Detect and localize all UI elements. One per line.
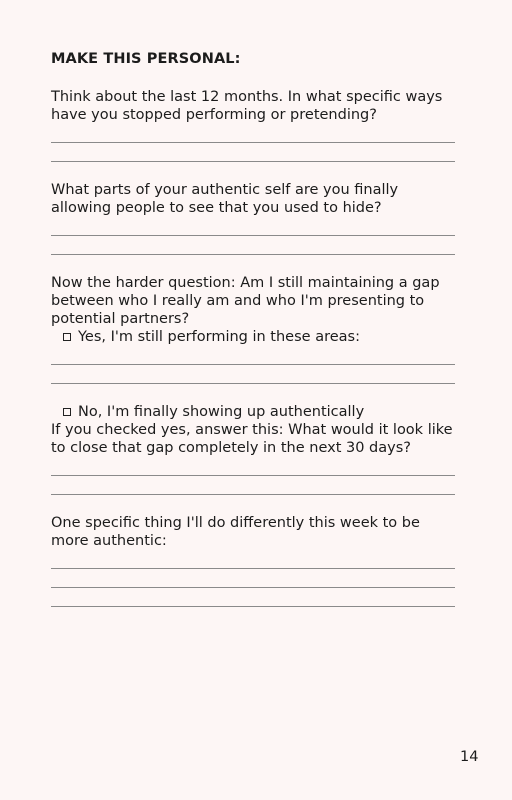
option-yes[interactable] <box>51 328 455 346</box>
checkbox-icon[interactable] <box>63 333 71 341</box>
answer-line[interactable] <box>51 346 455 365</box>
answer-line[interactable] <box>51 588 455 607</box>
answer-lines-1 <box>51 124 455 162</box>
answer-line[interactable] <box>51 457 455 476</box>
section-heading: MAKE THIS PERSONAL: <box>51 51 241 67</box>
answer-line[interactable] <box>51 365 455 384</box>
question-authentic-self: What parts of your authentic self are you finally allowing people to see that you used to hide? <box>51 182 399 216</box>
answer-lines-3 <box>51 346 455 384</box>
option-no[interactable] <box>51 403 455 421</box>
answer-line[interactable] <box>51 217 455 236</box>
answer-line[interactable] <box>51 569 455 588</box>
answer-line[interactable] <box>51 550 455 569</box>
answer-line[interactable] <box>51 476 455 495</box>
question-this-week: One specific thing I'll do differently this week to be more authentic: <box>51 515 420 549</box>
option-no-label: No, I'm finally showing up authentically <box>78 404 365 420</box>
page-number: 14 <box>460 749 479 765</box>
answer-lines-4 <box>51 457 455 495</box>
answer-line[interactable] <box>51 124 455 143</box>
answer-lines-5 <box>51 550 455 607</box>
answer-line[interactable] <box>51 143 455 162</box>
answer-line[interactable] <box>51 236 455 255</box>
checkbox-icon[interactable] <box>63 408 71 416</box>
option-yes-label: Yes, I'm still performing in these areas: <box>78 329 360 345</box>
worksheet <box>51 49 455 607</box>
question-last-12-months: Think about the last 12 months. In what specific ways have you stopped performing or pretending? <box>51 89 443 123</box>
question-harder: Now the harder question: Am I still maintaining a gap between who I really am and who I'm presenting to potential partners? <box>51 275 440 327</box>
answer-lines-2 <box>51 217 455 255</box>
question-close-gap: If you checked yes, answer this: What would it look like to close that gap completely in the next 30 days? <box>51 422 453 456</box>
